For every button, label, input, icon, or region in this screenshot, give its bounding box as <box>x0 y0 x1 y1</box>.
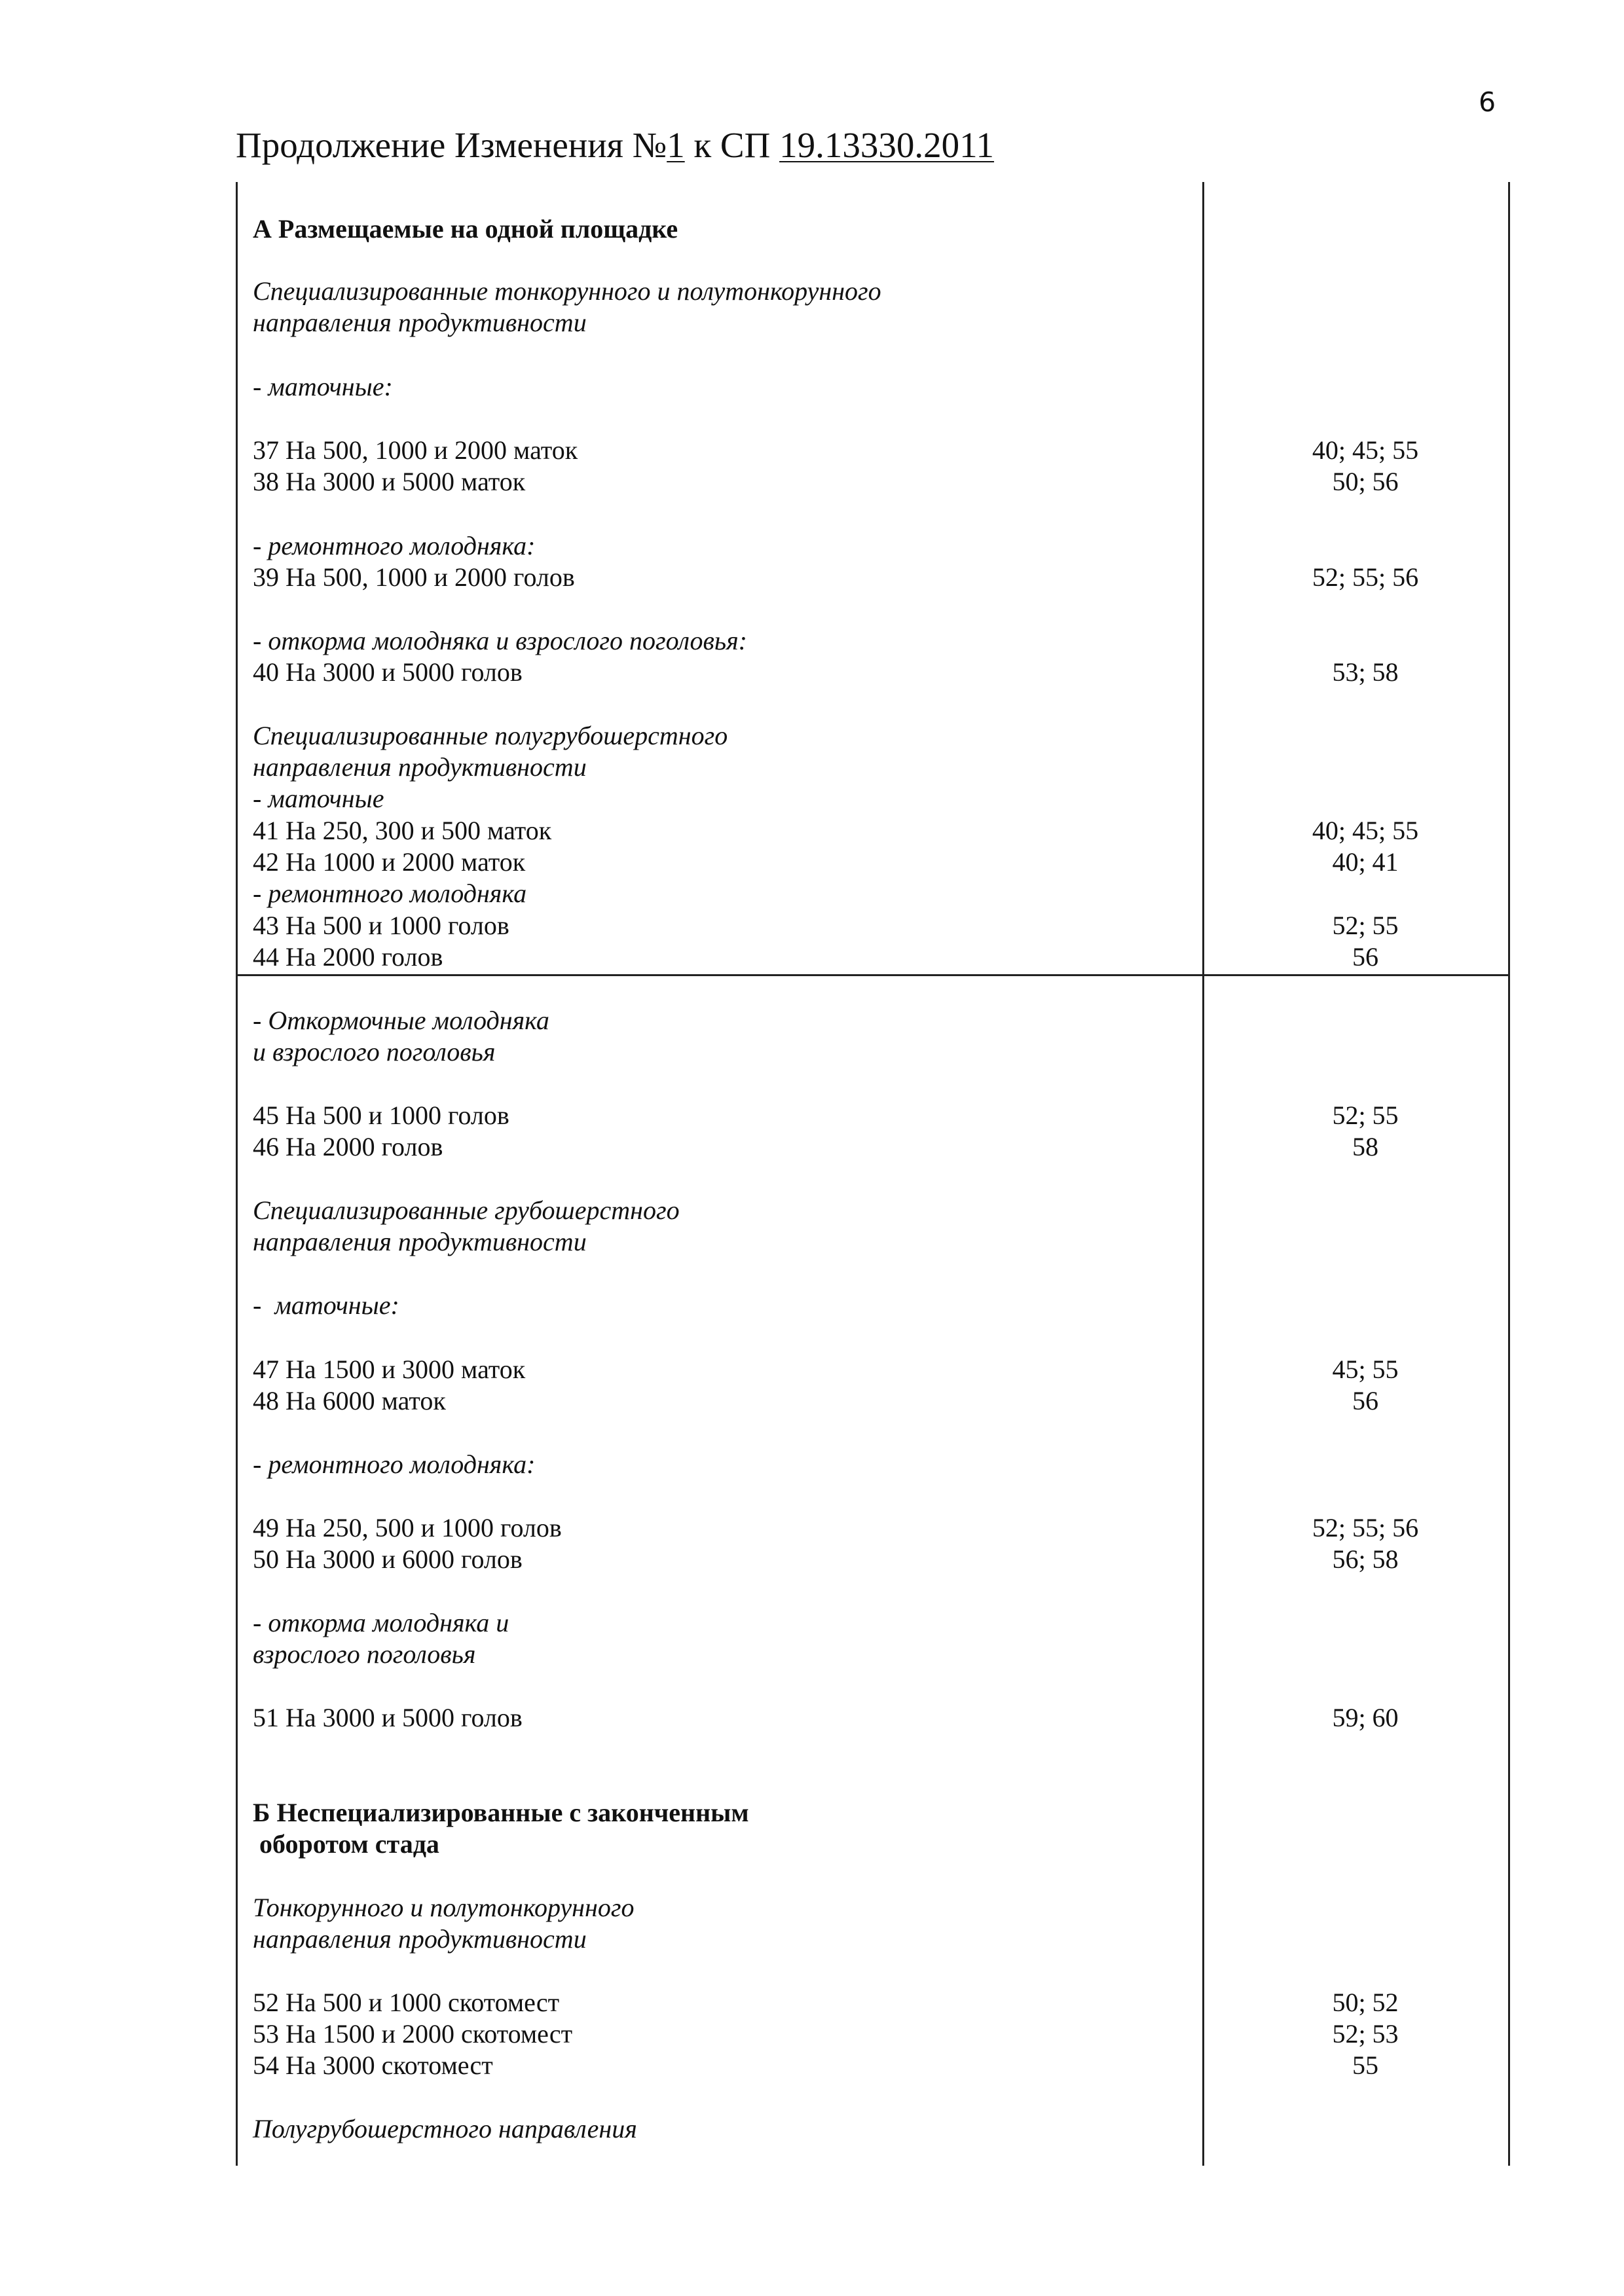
table-row-value: 52; 55 <box>1332 911 1399 940</box>
section-b-heading: Б Неспециализированные с законченным <box>253 1798 749 1827</box>
group-title: Специализированные тонкорунного и полутонкорунного <box>253 276 881 306</box>
section-a-heading: А Размещаемые на одной площадке <box>253 214 678 244</box>
table-row-value: 52; 55; 56 <box>1312 562 1419 592</box>
table-row-label: 54 На 3000 скотомест <box>253 2050 493 2080</box>
table-row-label: 46 На 2000 голов <box>253 1132 443 1161</box>
group-title: направления продуктивности <box>253 752 587 782</box>
table-row-value: 52; 55; 56 <box>1312 1513 1419 1542</box>
table-row-label: 48 На 6000 маток <box>253 1386 446 1415</box>
table-row-label: 42 На 1000 и 2000 маток <box>253 847 526 877</box>
section-b-heading: оборотом стада <box>253 1829 439 1859</box>
table-row-label: 52 На 500 и 1000 скотомест <box>253 1988 560 2017</box>
table-right-border <box>1508 182 1510 2166</box>
table-row-label: 41 На 250, 300 и 500 маток <box>253 816 552 845</box>
subgroup-label: - откорма молодняка и <box>253 1608 509 1637</box>
subgroup-label: - ремонтного молодняка: <box>253 531 536 560</box>
group-title: Специализированные грубошерстного <box>253 1195 680 1225</box>
table-row-value: 40; 45; 55 <box>1312 435 1419 465</box>
table-row-label: 43 На 500 и 1000 голов <box>253 911 509 940</box>
table-row-label: 39 На 500, 1000 и 2000 голов <box>253 562 575 592</box>
title-middle: к СП <box>684 125 780 165</box>
table-row-label: 40 На 3000 и 5000 голов <box>253 657 523 687</box>
subgroup-label: - Откормочные молодняка <box>253 1006 549 1035</box>
table-row-label: 50 На 3000 и 6000 голов <box>253 1544 523 1574</box>
table-row-value: 52; 55 <box>1332 1101 1399 1130</box>
group-title: направления продуктивности <box>253 1924 587 1954</box>
table-row-label: 37 На 500, 1000 и 2000 маток <box>253 435 578 465</box>
change-number: 1 <box>667 125 685 165</box>
group-title: направления продуктивности <box>253 1227 587 1256</box>
table-row-value: 56; 58 <box>1332 1544 1399 1574</box>
subgroup-label: - ремонтного молодняка <box>253 879 527 908</box>
table-row-label: 47 На 1500 и 3000 маток <box>253 1355 526 1384</box>
group-title: Тонкорунного и полутонкорунного <box>253 1893 635 1922</box>
group-title: Специализированные полугрубошерстного <box>253 721 728 750</box>
page-number: 6 <box>1479 86 1496 118</box>
subgroup-label: взрослого поголовья <box>253 1639 476 1669</box>
table-row-value: 50; 56 <box>1332 467 1399 496</box>
table-row-value: 56 <box>1352 1386 1378 1415</box>
table-row-value: 55 <box>1352 2050 1378 2080</box>
table-row-value: 59; 60 <box>1332 1703 1399 1732</box>
table-row-label: 38 На 3000 и 5000 маток <box>253 467 526 496</box>
table-row-value: 40; 45; 55 <box>1312 816 1419 845</box>
table-row-label: 49 На 250, 500 и 1000 голов <box>253 1513 562 1542</box>
group-title: направления продуктивности <box>253 308 587 337</box>
subgroup-label: - маточные: <box>253 372 393 401</box>
table-column-divider <box>1202 182 1204 2166</box>
subgroup-label: - маточные <box>253 784 384 813</box>
table-left-border <box>236 182 238 2166</box>
table-row-value: 58 <box>1352 1132 1378 1161</box>
table-row-value: 52; 53 <box>1332 2019 1399 2049</box>
subgroup-label: и взрослого поголовья <box>253 1037 496 1066</box>
page-title <box>236 124 994 166</box>
group-title: Полугрубошерстного направления <box>253 2114 637 2143</box>
subgroup-label: - откорма молодняка и взрослого поголовья: <box>253 626 747 655</box>
table-row-value: 56 <box>1352 942 1378 972</box>
table-row-value: 50; 52 <box>1332 1988 1399 2017</box>
title-prefix: Продолжение Изменения № <box>236 125 667 165</box>
standard-code: 19.13330.2011 <box>779 125 995 165</box>
table-row-value: 40; 41 <box>1332 847 1399 877</box>
table-row-value: 45; 55 <box>1332 1355 1399 1384</box>
table-row-label: 53 На 1500 и 2000 скотомест <box>253 2019 573 2049</box>
table-row-label: 51 На 3000 и 5000 голов <box>253 1703 523 1732</box>
table-row-separator <box>236 974 1510 976</box>
subgroup-label: - маточные: <box>253 1290 399 1320</box>
subgroup-label: - ремонтного молодняка: <box>253 1449 536 1479</box>
table-row-value: 53; 58 <box>1332 657 1399 687</box>
table-row-label: 45 На 500 и 1000 голов <box>253 1101 509 1130</box>
table-row-label: 44 На 2000 голов <box>253 942 443 972</box>
